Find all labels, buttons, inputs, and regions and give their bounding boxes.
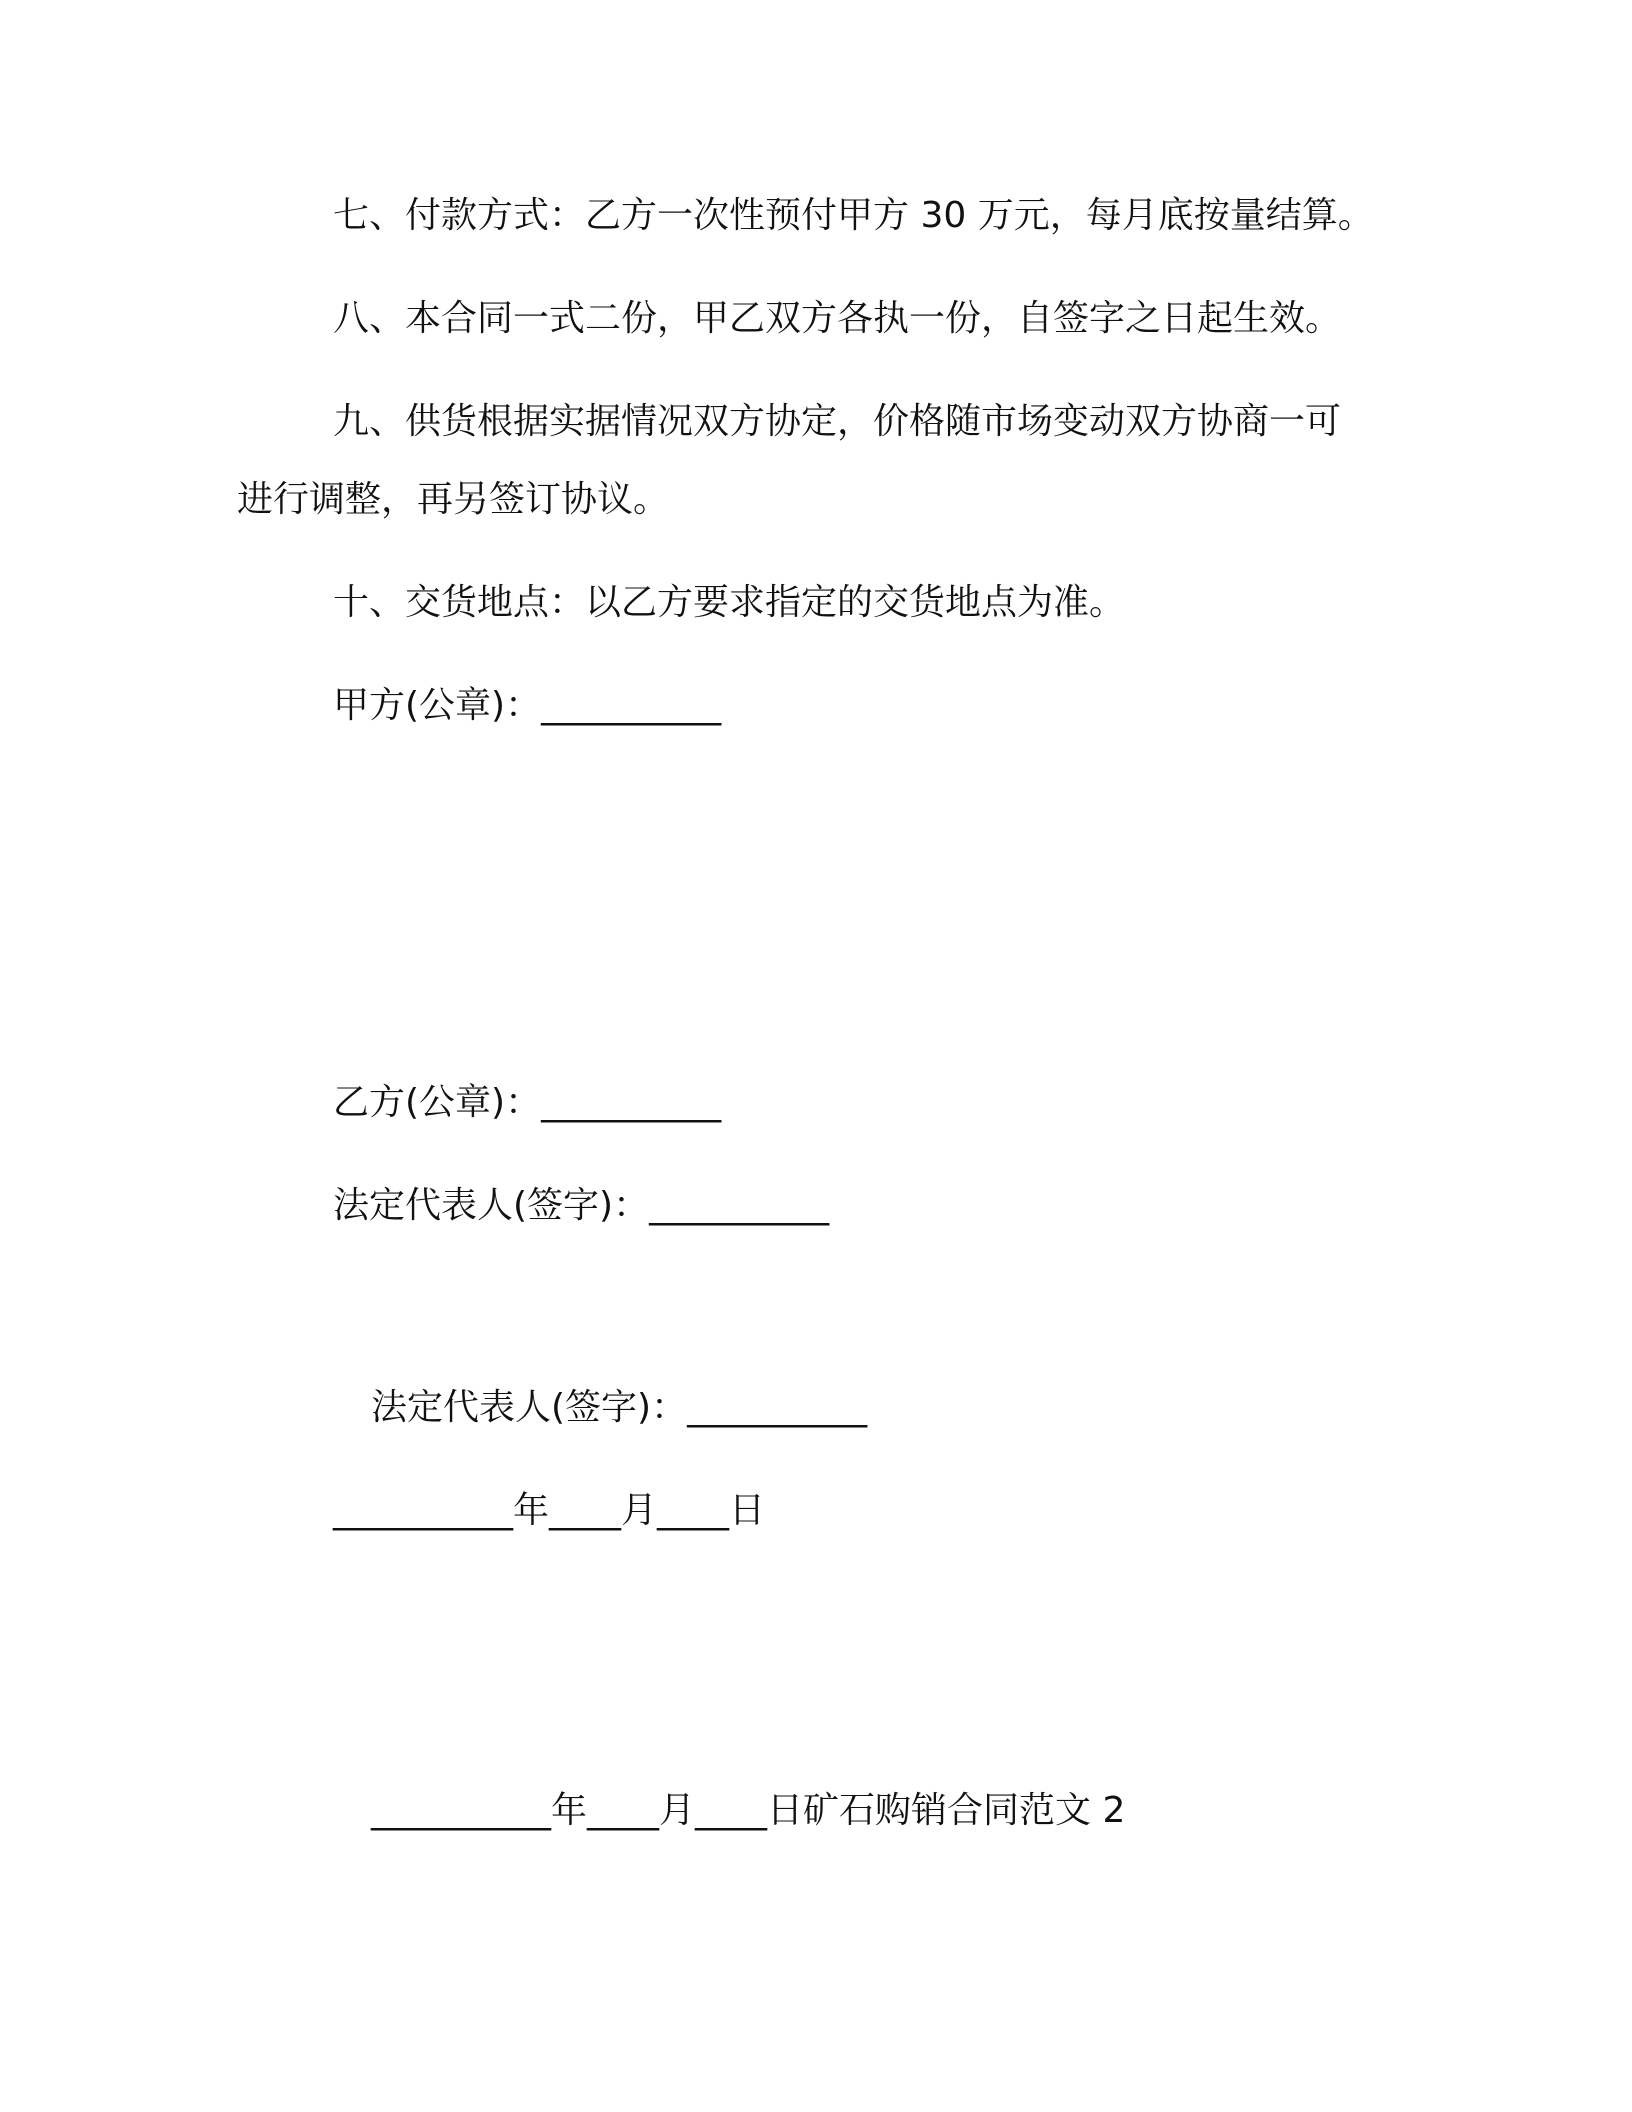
signature-date-1: __________年____月____日	[333, 1490, 765, 1531]
clause-7-payment: 七、付款方式：乙方一次性预付甲方 30 万元，每月底按量结算。	[333, 195, 1374, 236]
legal-representative-signature-2: 法定代表人(签字)：__________	[371, 1387, 868, 1428]
clause-9-supply-line-1: 九、供货根据实据情况双方协定，价格随市场变动双方协商一可	[333, 401, 1342, 442]
party-b-seal: 乙方(公章)：__________	[333, 1082, 722, 1123]
clause-10-delivery-location: 十、交货地点：以乙方要求指定的交货地点为准。	[333, 582, 1126, 623]
legal-representative-signature-1: 法定代表人(签字)：__________	[333, 1185, 830, 1226]
party-a-seal: 甲方(公章)：__________	[333, 685, 722, 726]
clause-9-supply-line-2: 进行调整，再另签订协议。	[237, 479, 670, 520]
clause-8-copies: 八、本合同一式二份，甲乙双方各执一份，自签字之日起生效。	[333, 298, 1342, 339]
signature-date-2-and-next-title: __________年____月____日矿石购销合同范文 2	[371, 1790, 1126, 1831]
